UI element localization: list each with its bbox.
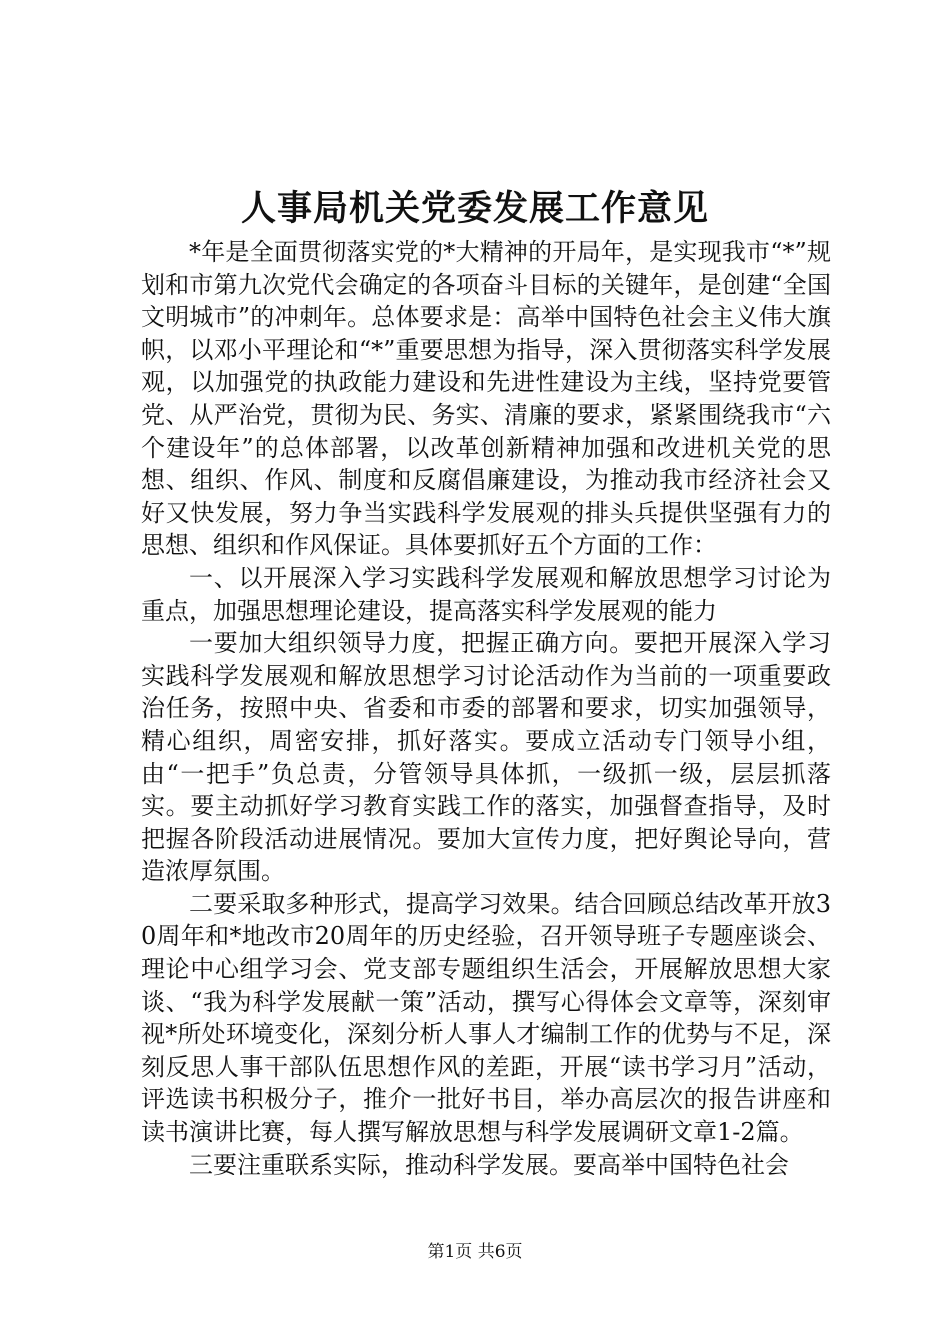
paragraph-intro: *年是全面贯彻落实党的*大精神的开局年，是实现我市“*”规划和市第九次党代会确定的各项奋斗目标的关键年，是创建“全国文明城市”的冲刺年。总体要求是：高举中国特色社会主义伟大旗帜，以邓小平理论和“*”重要思想为指导，深入贯彻落实科学发展观，以加强党的执政能力建设和先进性建设为主线，坚持党要管党、从严治党，贯彻为民、务实、清廉的要求，紧紧围绕我市“六个建设年”的总体部署，以改革创新精神加强和改进机关党的思想、组织、作风、制度和反腐倡廉建设，为推动我市经济社会又好又快发展，努力争当实践科学发展观的排头兵提供坚强有力的思想、组织和作风保证。具体要抓好五个方面的工作： — [141, 238, 831, 560]
paragraph-point-one: 一要加大组织领导力度，把握正确方向。要把开展深入学习实践科学发展观和解放思想学习讨论活动作为当前的一项重要政治任务，按照中央、省委和市委的部署和要求，切实加强领导，精心组织，周密安排，抓好落实。要成立活动专门领导小组，由“一把手”负总责，分管领导具体抓，一级抓一级，层层抓落实。要主动抓好学习教育实践工作的落实，加强督查指导，及时把握各阶段活动进展情况。要加大宣传力度，把好舆论导向，营造浓厚氛围。 — [141, 629, 831, 886]
paragraph-point-three: 三要注重联系实际，推动科学发展。要高举中国特色社会 — [189, 1150, 789, 1179]
paragraph-point-two: 二要采取多种形式，提高学习效果。结合回顾总结改革开放30周年和*地改市20周年的历史经验，召开领导班子专题座谈会、理论中心组学习会、党支部专题组织生活会，开展解放思想大家谈、“我为科学发展献一策”活动，撰写心得体会文章等，深刻审视*所处环境变化，深刻分析人事人才编制工作的优势与不足，深刻反思人事干部队伍思想作风的差距，开展“读书学习月”活动，评选读书积极分子，推介一批好书目，举办高层次的报告讲座和读书演讲比赛，每人撰写解放思想与科学发展调研文章1-2篇。 — [141, 889, 831, 1147]
page-number-footer: 第1页 共6页 — [427, 1242, 523, 1262]
document-title: 人事局机关党委发展工作意见 — [240, 188, 709, 229]
paragraph-section-heading: 一、以开展深入学习实践科学发展观和解放思想学习讨论为重点，加强思想理论建设，提高落实科学发展观的能力 — [141, 563, 831, 625]
document-body — [141, 236, 831, 1181]
